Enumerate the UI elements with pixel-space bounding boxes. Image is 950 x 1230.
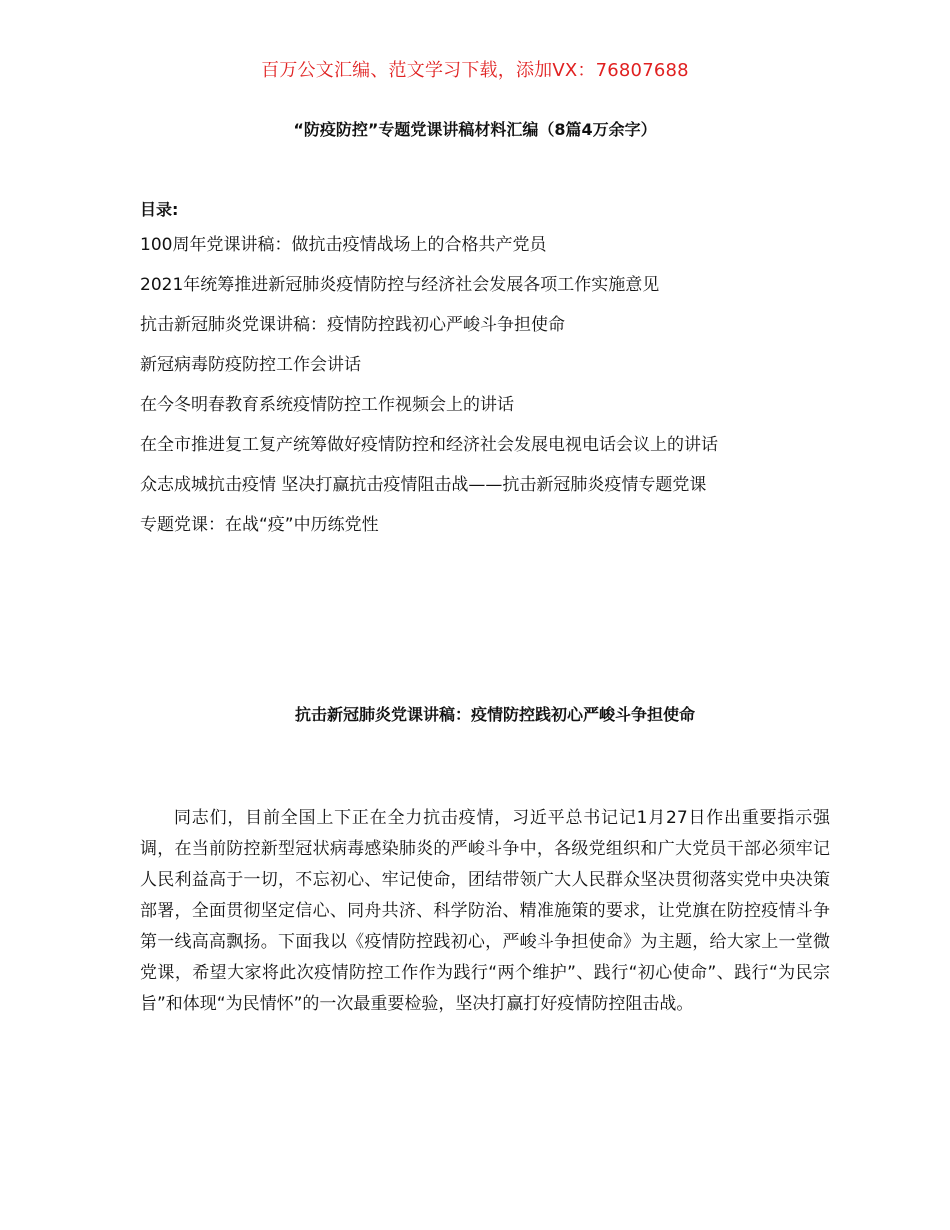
toc-item: 抗击新冠肺炎党课讲稿：疫情防控践初心严峻斗争担使命 <box>140 315 565 335</box>
header-watermark: 百万公文汇编、范文学习下载，添加VX：76807688 <box>261 60 689 81</box>
table-of-contents <box>140 233 718 553</box>
toc-item: 专题党课：在战“疫”中历练党性 <box>140 515 379 535</box>
body-paragraph: 同志们，目前全国上下正在全力抗击疫情，习近平总书记记1月27日作出重要指示强调，在当前防控新型冠状病毒感染肺炎的严峻斗争中，各级党组织和广大党员干部必须牢记人民利益高于一切，不忘初心、牢记使命，团结带领广大人民群众坚决贯彻落实党中央决策部署，全面贯彻坚定信心、同舟共济、科学防治、精准施策的要求，让党旗在防控疫情斗争第一线高高飘扬。下面我以《疫情防控践初心，严峻斗争担使命》为主题，给大家上一堂微党课，希望大家将此次疫情防控工作作为践行“两个维护”、践行“初心使命”、践行“为民宗旨”和体现“为民情怀”的一次最重要检验，坚决打赢打好疫情防控阻击战。 <box>140 808 830 1014</box>
section-title: 抗击新冠肺炎党课讲稿：疫情防控践初心严峻斗争担使命 <box>294 705 695 724</box>
toc-item: 在全市推进复工复产统筹做好疫情防控和经济社会发展电视电话会议上的讲话 <box>140 435 718 455</box>
toc-item: 100周年党课讲稿：做抗击疫情战场上的合格共产党员 <box>140 235 547 255</box>
document-title: “防疫防控”专题党课讲稿材料汇编（8篇4万余字） <box>293 120 657 139</box>
toc-item: 在今冬明春教育系统疫情防控工作视频会上的讲话 <box>140 395 514 415</box>
toc-item: 新冠病毒防疫防控工作会讲话 <box>140 355 361 375</box>
toc-heading: 目录: <box>140 200 179 219</box>
toc-item: 2021年统筹推进新冠肺炎疫情防控与经济社会发展各项工作实施意见 <box>140 275 660 295</box>
toc-item: 众志成城抗击疫情 坚决打赢抗击疫情阻击战——抗击新冠肺炎疫情专题党课 <box>140 475 707 495</box>
